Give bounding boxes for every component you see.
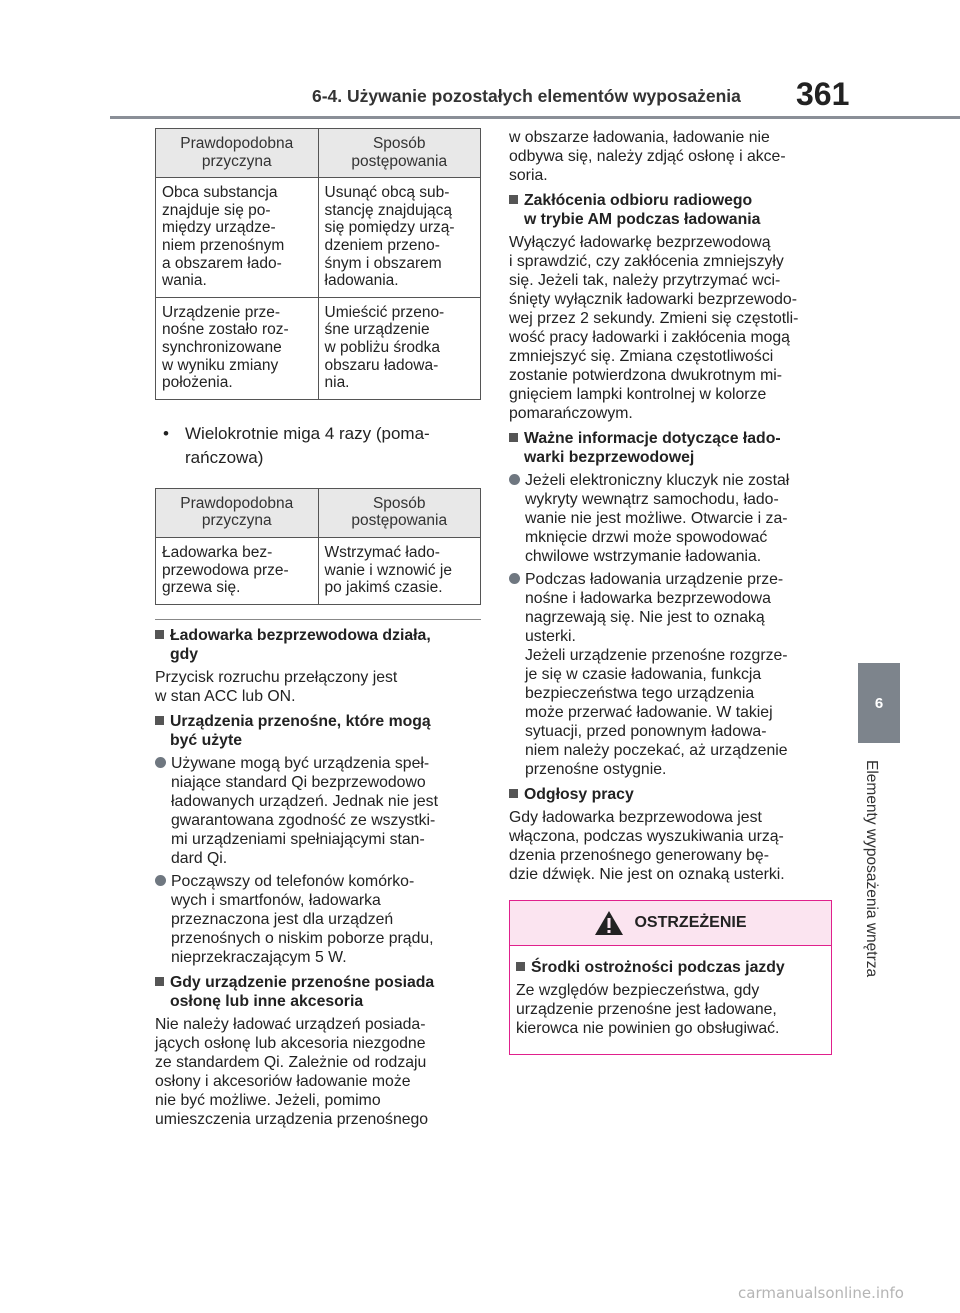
subheading bbox=[509, 429, 832, 467]
watermark: carmanualsonline.info bbox=[738, 1284, 904, 1302]
square-bullet-icon bbox=[155, 977, 164, 986]
section-title: 6-4. Używanie pozostałych elementów wyposażenia bbox=[312, 86, 741, 106]
chapter-tab[interactable] bbox=[858, 663, 900, 743]
list-item bbox=[509, 570, 832, 779]
table-row bbox=[156, 537, 481, 604]
subheading-text: Zakłócenia odbioru radiowego w trybie AM podczas ładowania bbox=[524, 192, 761, 228]
table-row bbox=[156, 178, 481, 298]
subheading bbox=[155, 712, 481, 750]
cell-cause: Obca substancja znajduje się po- między urządze- niem przenośnym a obszarem łado- wania. bbox=[156, 178, 319, 298]
table-row bbox=[156, 297, 481, 399]
table-header-row bbox=[156, 488, 481, 537]
page-number: 361 bbox=[796, 76, 850, 112]
subheading bbox=[516, 958, 825, 977]
subheading bbox=[155, 626, 481, 664]
subheading bbox=[509, 191, 832, 229]
list-item bbox=[155, 872, 481, 967]
subheading-text: Urządzenia przenośne, które mogą być użyte bbox=[170, 712, 431, 749]
list-item-text: Używane mogą być urządzenia speł- niające standard Qi bezprzewodowo ładowanych urządzeń. Jednak nie jest gwarantowana zgodność ze wszystki- mi urządzeniami spełniającymi stan- dard Qi. bbox=[171, 754, 438, 867]
square-bullet-icon bbox=[509, 789, 518, 798]
square-bullet-icon bbox=[155, 716, 164, 725]
list-item bbox=[155, 754, 481, 868]
circle-bullet-icon bbox=[155, 875, 166, 886]
paragraph: Nie należy ładować urządzeń posiada- jących osłonę lub akcesoria niezgodne ze standardem Qi. Zależnie od rodzaju osłony i akcesoriów ładowanie może nie być możliwe. Jeżeli, pomimo umieszczenia urządzenia przenośnego bbox=[155, 1015, 429, 1128]
square-bullet-icon bbox=[516, 962, 525, 971]
cell-cause: Urządzenie prze- nośne zostało roz- synchronizowane w wyniku zmiany położenia. bbox=[156, 297, 319, 399]
subheading-text: Gdy urządzenie przenośne posiada osłonę lub inne akcesoria bbox=[170, 973, 435, 1010]
paragraph: Wyłączyć ładowarkę bezprzewodową i sprawdzić, czy zakłócenia zmniejszyły się. Jeżeli tak, należy przytrzymać wci- śnięty wyłącznik ładowarki bezprzewodo- wej przez 2 sekundy. Zmieni się częstotli- wość pracy ładowarki i zakłócenia mogą zmniejszyć się. Zmiana częstotliwości zostanie potwierdzona dwukrotnym mi- gnięciem lampki kontrolnej w kolorze pomarańczowym. bbox=[509, 234, 799, 422]
left-column bbox=[155, 128, 481, 1133]
cell-action: Umieścić przeno- śne urządzenie w pobliżu środka obszaru ładowa- nia. bbox=[318, 297, 481, 399]
list-item-text: Podczas ładowania urządzenie prze- nośne i ładowarka bezprzewodowa nagrzewają się. Nie jest to oznaką usterki. Jeżeli urządzenie przenośne rozgrze- je się w czasie ładowania, funkcja bezpieczeństwa tego urządzenia może przerwać ładowanie. W takiej sytuacji, przed ponownym ładowa- niem należy poczekać, aż urządzenie przenośne ostygnie. bbox=[525, 571, 788, 778]
subheading-text: Ważne informacje dotyczące łado- warki bezprzewodowej bbox=[524, 430, 781, 466]
header-cause: Prawdopodobna przyczyna bbox=[156, 488, 319, 537]
header-divider bbox=[110, 116, 960, 119]
cause-table-2 bbox=[155, 488, 481, 605]
circle-bullet-icon bbox=[509, 573, 520, 584]
paragraph: w obszarze ładowania, ładowanie nie odbywa się, należy zdjąć osłonę i akce- soria. bbox=[509, 129, 786, 184]
header-action: Sposób postępowania bbox=[318, 129, 481, 178]
warning-body bbox=[510, 946, 831, 1054]
warning-box bbox=[509, 900, 832, 1055]
subheading bbox=[155, 973, 481, 1011]
subheading-text: Środki ostrożności podczas jazdy bbox=[531, 959, 785, 976]
subheading-text: Ładowarka bezprzewodowa działa, gdy bbox=[170, 626, 431, 663]
cell-action: Usunąć obcą sub- stancję znajdującą się pomiędzy urzą- dzeniem przeno- śnym i obszarem ładowania. bbox=[318, 178, 481, 298]
cell-action: Wstrzymać łado- wanie i wznowić je po jakimś czasie. bbox=[318, 537, 481, 604]
list-item-text: Począwszy od telefonów komórko- wych i smartfonów, ładowarka przeznaczona jest dla urządzeń przenośnych o niskim poborze prądu, nieprzekraczającym 5 W. bbox=[171, 872, 434, 966]
list-item-text: Jeżeli elektroniczny kluczyk nie został wykryty wewnątrz samochodu, łado- wanie nie jest możliwe. Otwarcie i za- mknięcie drzwi może spowodować chwilowe wstrzymanie ładowania. bbox=[525, 472, 790, 565]
right-column bbox=[509, 128, 832, 1055]
square-bullet-icon bbox=[509, 195, 518, 204]
section-divider bbox=[155, 619, 481, 620]
header-action: Sposób postępowania bbox=[318, 488, 481, 537]
paragraph: Gdy ładowarka bezprzewodowa jest włączona, podczas wyszukiwania urzą- dzenia przenośnego generowany bę- dzie dźwięk. Nie jest on oznaką usterki. bbox=[509, 809, 785, 883]
circle-bullet-icon bbox=[155, 757, 166, 768]
chapter-number: 6 bbox=[874, 694, 884, 712]
subheading-text: Odgłosy pracy bbox=[524, 786, 634, 803]
cause-table-1 bbox=[155, 128, 481, 400]
bullet-item bbox=[155, 422, 481, 470]
bullet-icon: • bbox=[163, 423, 169, 443]
square-bullet-icon bbox=[155, 630, 164, 639]
bullet-text: Wielokrotnie miga 4 razy (poma- rańczowa) bbox=[185, 423, 430, 467]
subheading bbox=[509, 785, 832, 804]
paragraph: Przycisk rozruchu przełączony jest w stan ACC lub ON. bbox=[155, 668, 398, 705]
header-cause: Prawdopodobna przyczyna bbox=[156, 129, 319, 178]
circle-bullet-icon bbox=[509, 474, 520, 485]
warning-triangle-icon bbox=[594, 910, 624, 936]
square-bullet-icon bbox=[509, 433, 518, 442]
table-header-row bbox=[156, 129, 481, 178]
warning-header bbox=[510, 901, 831, 946]
list-item bbox=[509, 471, 832, 566]
warning-title: OSTRZEŻENIE bbox=[634, 914, 747, 931]
paragraph: Ze względów bezpieczeństwa, gdy urządzenie przenośne jest ładowane, kierowca nie powinien go obsługiwać. bbox=[516, 982, 780, 1037]
chapter-label: Elementy wyposażenia wnętrza bbox=[863, 760, 880, 978]
cell-cause: Ładowarka bez- przewodowa prze- grzewa się. bbox=[156, 537, 319, 604]
